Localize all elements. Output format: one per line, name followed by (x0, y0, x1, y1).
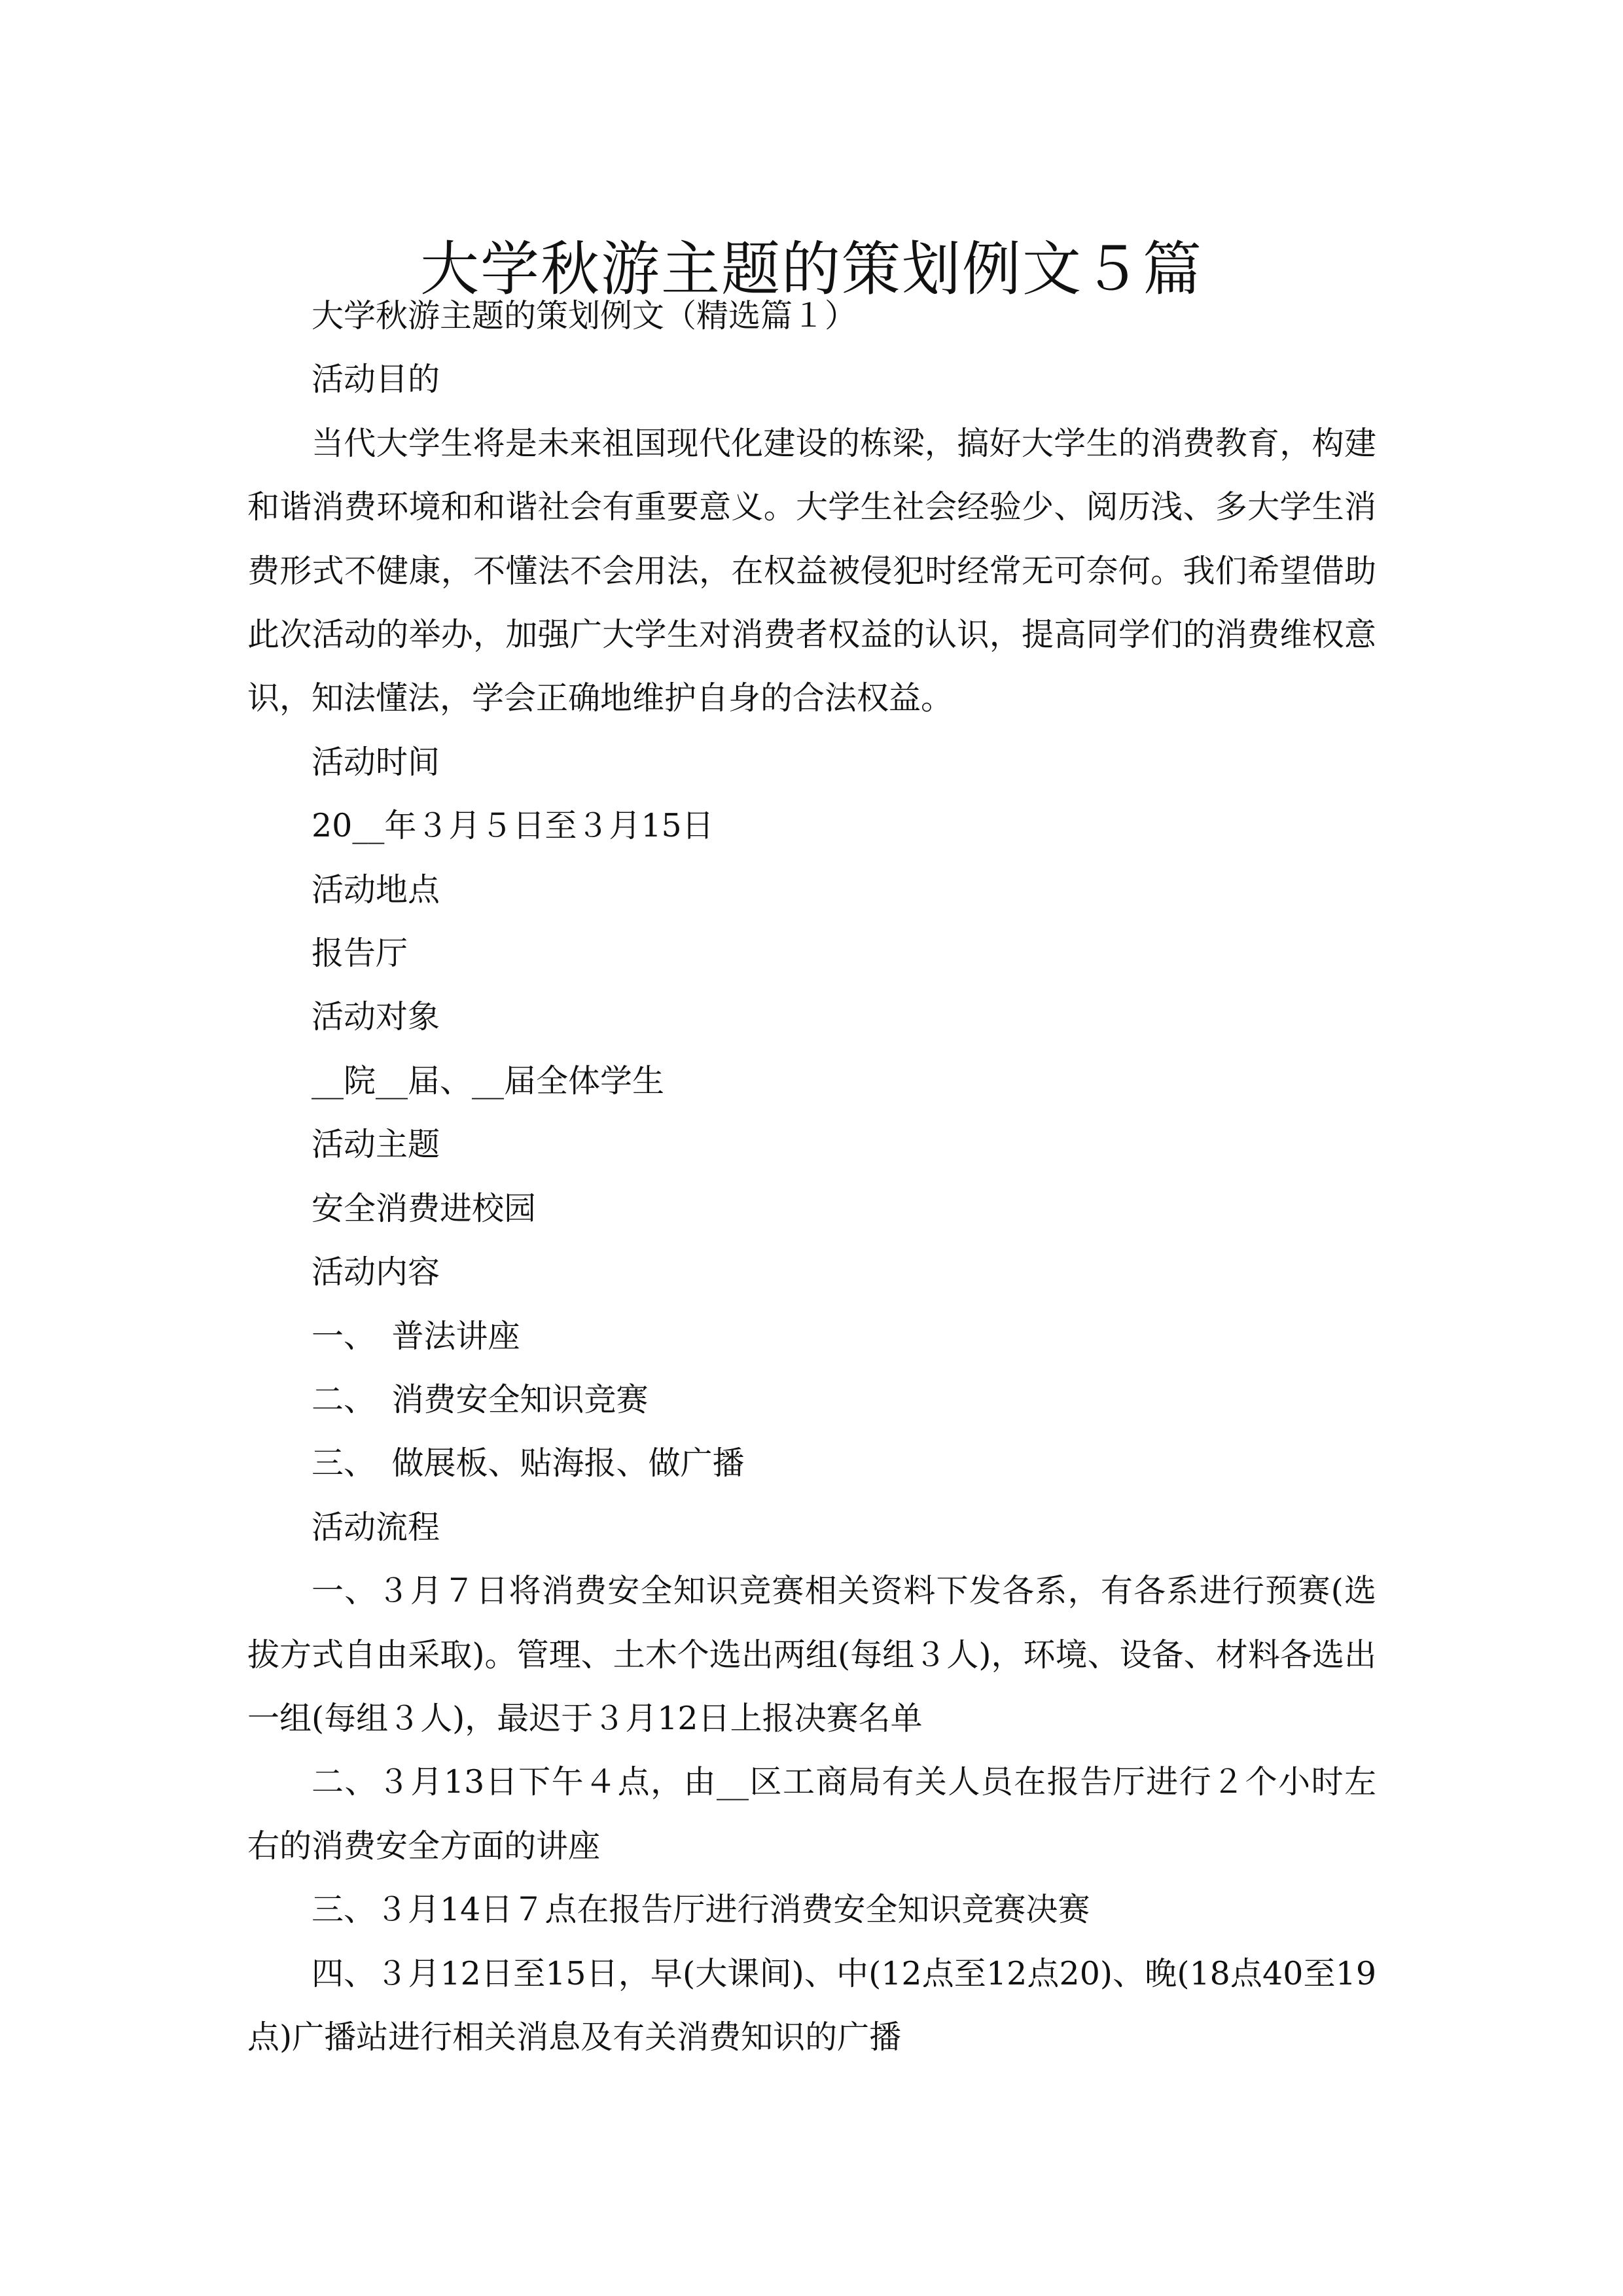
activity-time-value: 20__年３月５日至３月15日 (312, 807, 714, 845)
process-step: 二、３月13日下午４点，由__区工商局有关人员在报告厅进行２个小时左右的消费安全方面的讲座 (247, 1763, 1376, 1865)
content-item: 三、 做展板、贴海报、做广播 (312, 1444, 745, 1482)
section-label-purpose: 活动目的 (312, 361, 440, 399)
activity-theme-value: 安全消费进校园 (312, 1189, 537, 1227)
process-step: 四、３月12日至15日，早(大课间)、中(12点至12点20)、晚(18点40至19点)广播站进行相关消息及有关消费知识的广播 (247, 1954, 1376, 2056)
section-label-audience: 活动对象 (312, 998, 440, 1036)
section-label-theme: 活动主题 (312, 1126, 440, 1164)
section-label-content: 活动内容 (312, 1253, 440, 1291)
process-step: 一、３月７日将消费安全知识竞赛相关资料下发各系，有各系进行预赛(选拔方式自由采取)。管理、土木个选出两组(每组３人)，环境、设备、材料各选出一组(每组３人)，最迟于３月12日上报决赛名单 (247, 1572, 1376, 1737)
section-label-time: 活动时间 (312, 743, 440, 781)
document-body (247, 284, 1376, 2069)
section-label-process: 活动流程 (312, 1508, 440, 1546)
activity-audience-value: __院__届、__届全体学生 (312, 1062, 665, 1100)
content-item: 二、 消费安全知识竞赛 (312, 1380, 649, 1418)
section-label-location: 活动地点 (312, 870, 440, 908)
purpose-paragraph: 当代大学生将是未来祖国现代化建设的栋梁，搞好大学生的消费教育，构建和谐消费环境和和谐社会有重要意义。大学生社会经验少、阅历浅、多大学生消费形式不健康，不懂法不会用法，在权益被侵犯时经常无可奈何。我们希望借助此次活动的举办，加强广大学生对消费者权益的认识，提高同学们的消费维权意识，知法懂法，学会正确地维护自身的合法权益。 (247, 424, 1376, 717)
activity-location-value: 报告厅 (312, 935, 408, 973)
process-step: 三、３月14日７点在报告厅进行消费安全知识竞赛决赛 (312, 1891, 1090, 1929)
document-title: 大学秋游主题的策划例文５篇 (420, 235, 1203, 304)
section-heading: 大学秋游主题的策划例文（精选篇１） (312, 297, 857, 334)
content-item: 一、 普法讲座 (312, 1317, 520, 1355)
